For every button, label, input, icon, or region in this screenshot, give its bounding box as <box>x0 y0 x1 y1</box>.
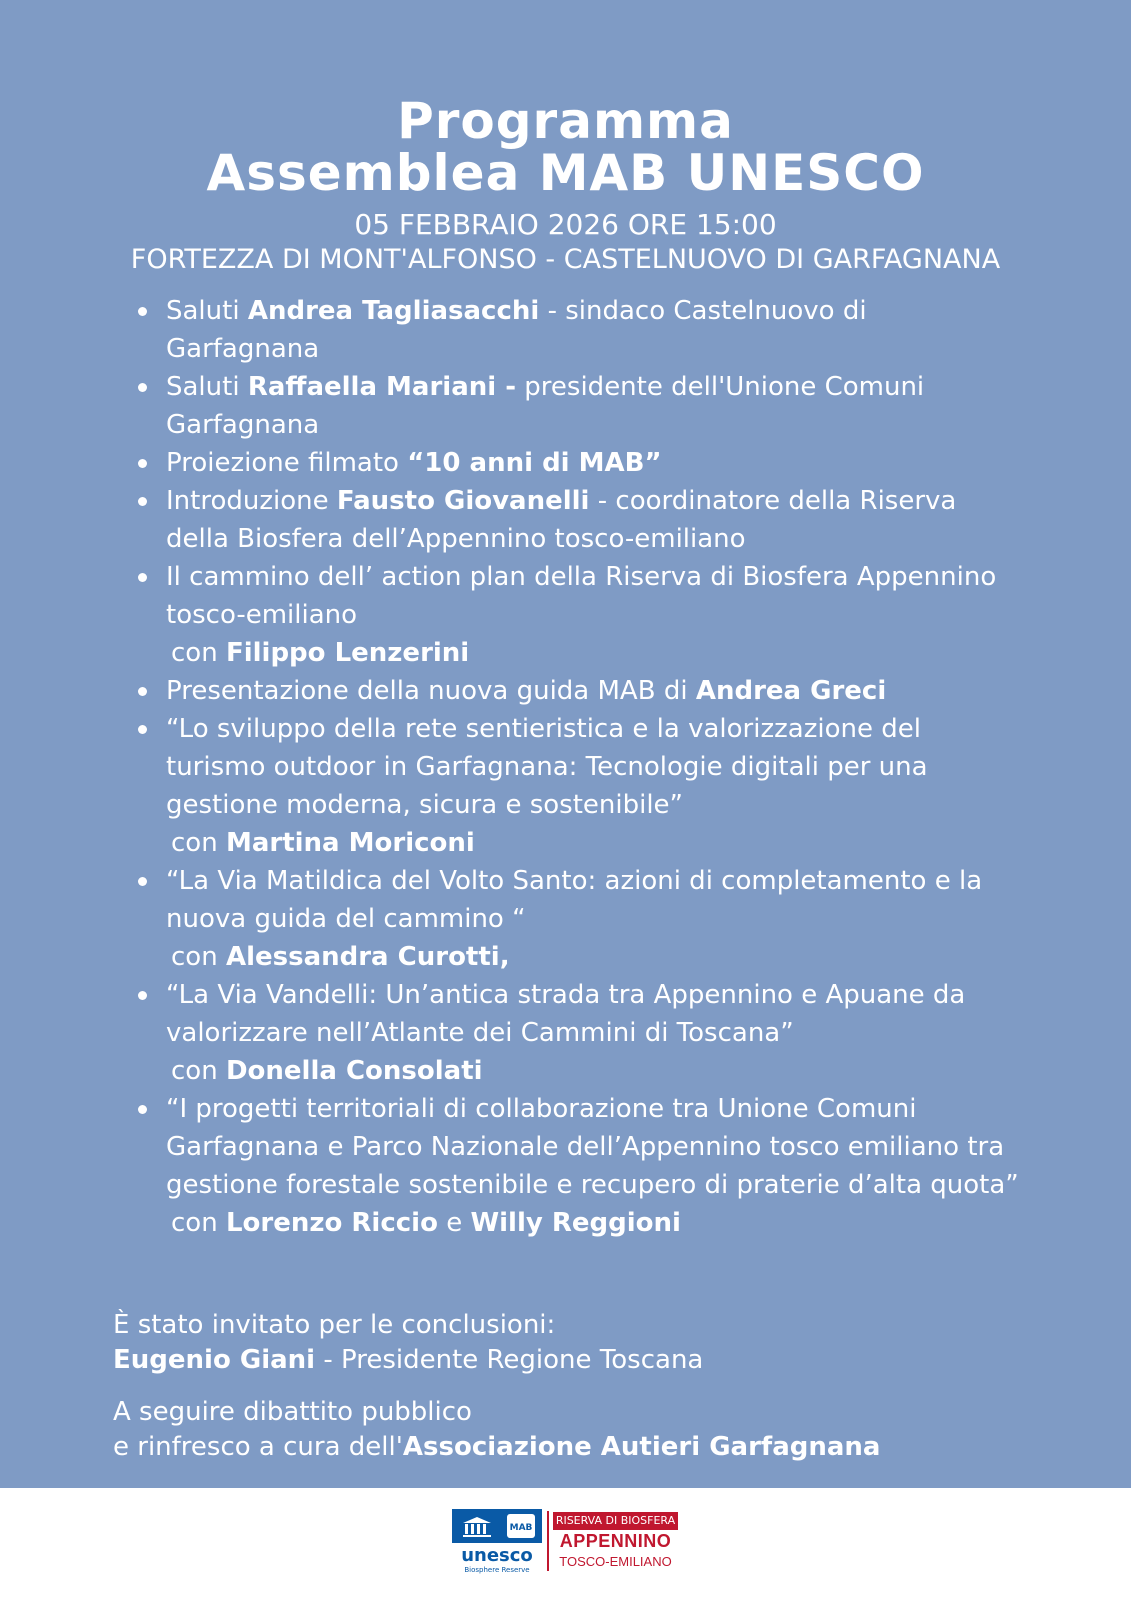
list-item: Saluti Raffaella Mariani - presidente dell'Unione Comuni Garfagnana <box>131 368 1021 444</box>
conclusions-intro: È stato invitato per le conclusioni: <box>113 1310 556 1340</box>
list-item: Presentazione della nuova guida MAB di Andrea Greci <box>131 672 1021 710</box>
list-item: “La Via Vandelli: Un’antica strada tra Appennino e Apuane da valorizzare nell’Atlante dei Cammini di Toscana” con Donella Consolati <box>131 976 1021 1090</box>
unesco-logo <box>450 1507 544 1573</box>
riserva-badge: RISERVA DI BIOSFERA <box>553 1512 678 1530</box>
conclusions <box>113 1308 703 1378</box>
speaker-name: Donella Consolati <box>225 1056 483 1086</box>
speaker-line: con Martina Moriconi <box>171 828 475 858</box>
speaker-name: Willy Reggioni <box>470 1208 681 1238</box>
mab-label: MAB <box>509 1523 533 1533</box>
mab-logo-icon <box>506 1513 536 1539</box>
page-subtitle: Assemblea MAB UNESCO <box>206 144 925 202</box>
speaker-line: con Filippo Lenzerini <box>171 638 470 668</box>
speaker-name: Eugenio Giani <box>113 1345 316 1375</box>
unesco-wordmark: unesco <box>461 1545 533 1566</box>
list-item: Saluti Andrea Tagliasacchi - sindaco Castelnuovo di Garfagnana <box>131 292 1021 368</box>
logo-divider <box>547 1511 549 1571</box>
speaker-name: Fausto Giovanelli <box>336 486 590 516</box>
speaker-line: con Donella Consolati <box>171 1056 483 1086</box>
list-item: “I progetti territoriali di collaborazione tra Unione Comuni Garfagnana e Parco Nazionale dell’Appennino tosco emiliano tra gestione forestale sostenibile e recupero di praterie d’alta quota” con Lorenzo Riccio e Willy Reggioni <box>131 1090 1021 1242</box>
tosco-emiliano-label: TOSCO-EMILIANO <box>559 1554 672 1569</box>
list-item: Proiezione filmato “10 anni di MAB” <box>131 444 1021 482</box>
list-item: “Lo sviluppo della rete sentieristica e la valorizzazione del turismo outdoor in Garfagnana: Tecnologie digitali per una gestione moderna, sicura e sostenibile” con Martina Moriconi <box>131 710 1021 862</box>
speaker-name: Andrea Greci <box>695 676 887 706</box>
program-list <box>131 292 1021 1242</box>
closing-note: A seguire dibattito pubblico e rinfresco a cura dell'Associazione Autieri Garfagnana <box>113 1397 881 1462</box>
speaker-name: Andrea Tagliasacchi <box>247 296 540 326</box>
association-name: Associazione Autieri Garfagnana <box>402 1432 881 1462</box>
event-date-time: 05 FEBBRAIO 2026 ORE 15:00 <box>354 208 777 241</box>
unesco-temple-icon <box>462 1516 492 1538</box>
speaker-name: Alessandra Curotti, <box>225 942 510 972</box>
biosphere-label: Biosphere Reserve <box>464 1566 530 1574</box>
list-item: “La Via Matildica del Volto Santo: azioni di completamento e la nuova guida del cammino “ con Alessandra Curotti, <box>131 862 1021 976</box>
speaker-name: Filippo Lenzerini <box>225 638 470 668</box>
speaker-line: con Alessandra Curotti, <box>171 942 510 972</box>
list-item: Il cammino dell’ action plan della Riserva di Biosfera Appennino tosco-emiliano con Filippo Lenzerini <box>131 558 1021 672</box>
list-item: Introduzione Fausto Giovanelli - coordinatore della Riserva della Biosfera dell’Appennino tosco-emiliano <box>131 482 1021 558</box>
speaker-name: Martina Moriconi <box>225 828 475 858</box>
speaker-line: con Lorenzo Riccio e Willy Reggioni <box>171 1208 681 1238</box>
event-venue: FORTEZZA DI MONT'ALFONSO - CASTELNUOVO DI GARFAGNANA <box>130 244 1001 275</box>
speaker-name: Raffaella Mariani - <box>247 372 517 402</box>
page-title: Programma <box>397 92 734 150</box>
logo-strip <box>450 1507 680 1577</box>
appennino-wordmark: APPENNINO <box>559 1531 672 1551</box>
speaker-name: Lorenzo Riccio <box>225 1208 438 1238</box>
conclusions-speaker: Eugenio Giani - Presidente Regione Toscana <box>113 1345 704 1375</box>
film-title: “10 anni di MAB” <box>407 448 662 478</box>
